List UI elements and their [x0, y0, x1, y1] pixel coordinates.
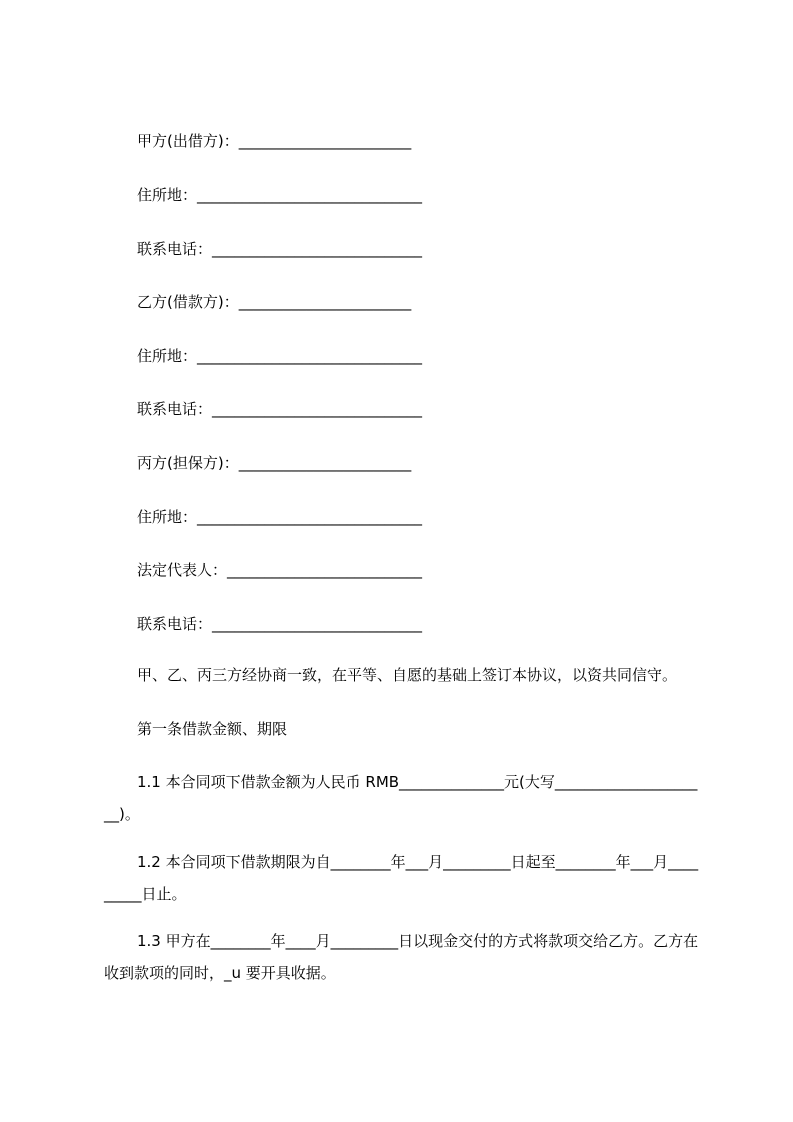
- clause-1-1: [104, 766, 704, 830]
- party-a-title: 甲方(出借方)：_______________________: [137, 132, 412, 150]
- clause-1-3-text: 1.3 甲方在________年____月_________日以现金交付的方式将款项交给乙方。乙方在收到款项的同时，_u 要开具收据。: [104, 932, 699, 982]
- clause-1-1-text: 1.1 本合同项下借款金额为人民币 RMB______________元(大写_____________________)。: [104, 773, 698, 823]
- party-b-title: 乙方(借款方)：_______________________: [137, 293, 412, 311]
- article-1-heading: 第一条借款金额、期限: [137, 720, 288, 738]
- party-c-address: 住所地：______________________________: [137, 508, 423, 526]
- party-b-address: 住所地：______________________________: [137, 347, 423, 365]
- clause-1-2-text: 1.2 本合同项下借款期限为自________年___月_________日起至________年___月_________日止。: [104, 853, 699, 903]
- clause-1-2: [104, 846, 704, 910]
- party-c-phone: 联系电话：____________________________: [137, 615, 423, 633]
- party-b-phone: 联系电话：____________________________: [137, 400, 423, 418]
- party-a-address: 住所地：______________________________: [137, 186, 423, 204]
- preamble-paragraph: 甲、乙、丙三方经协商一致，在平等、自愿的基础上签订本协议，以资共同信守。: [137, 666, 678, 684]
- party-c-title: 丙方(担保方)：_______________________: [137, 454, 412, 472]
- clause-1-3: [104, 925, 704, 989]
- party-a-phone: 联系电话：____________________________: [137, 240, 423, 258]
- party-c-representative: 法定代表人：__________________________: [137, 561, 423, 579]
